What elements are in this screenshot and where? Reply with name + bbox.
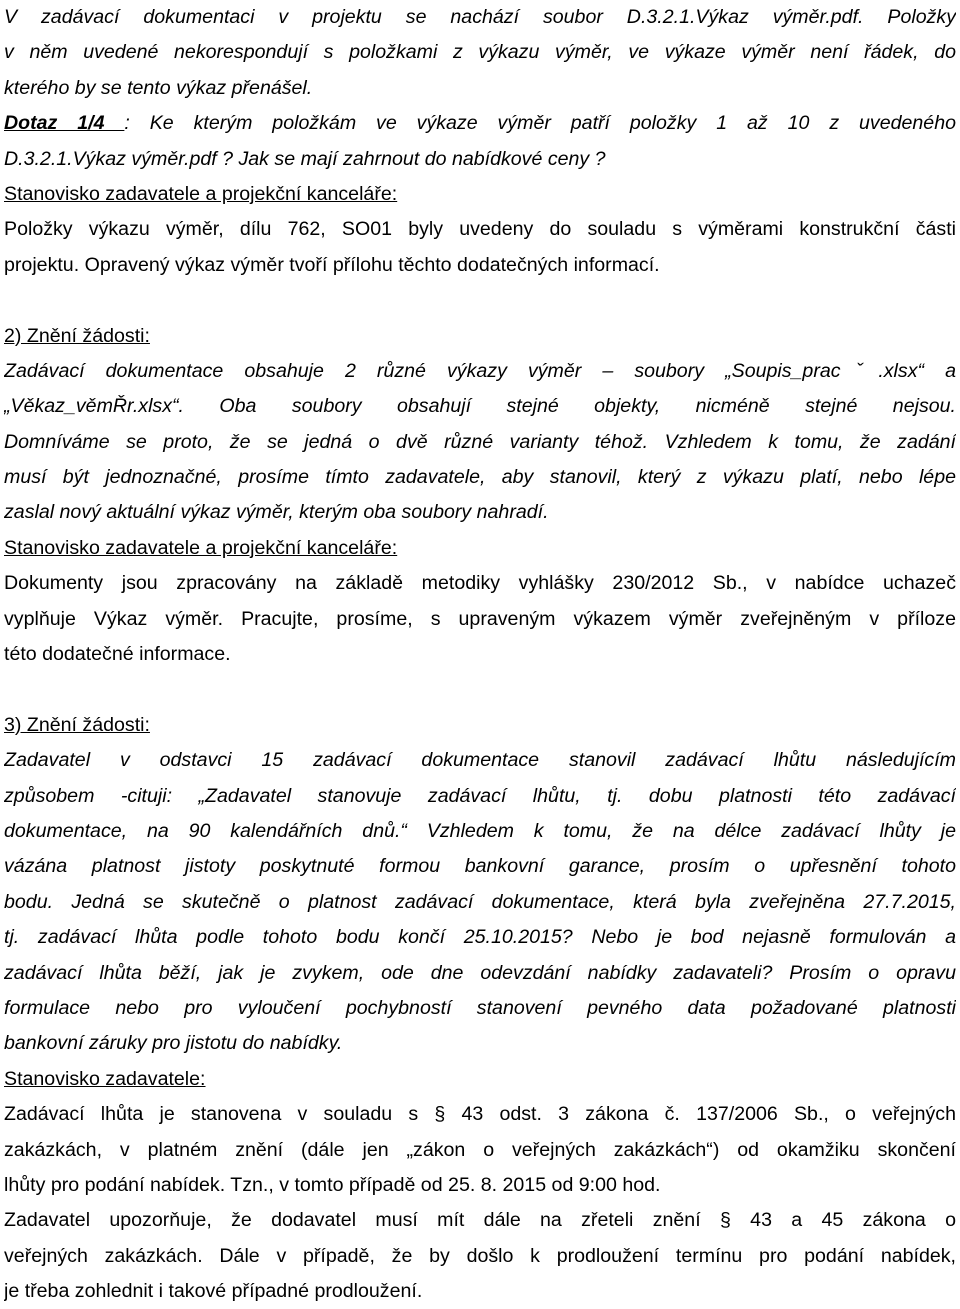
text-line: bankovní záruky pro jistotu do nabídky. bbox=[4, 1032, 343, 1055]
text-line: tj. zadávací lhůta podle tohoto bodu končí 25.10.2015? Nebo je bod nejasně formulován a bbox=[4, 926, 956, 949]
text-line: Položky výkazu výměr, dílu 762, SO01 byly uvedeny do souladu s výměrami konstrukční části bbox=[4, 218, 956, 241]
text-line: D.3.2.1.Výkaz výměr.pdf ? Jak se mají zahrnout do nabídkové ceny ? bbox=[4, 147, 606, 170]
text-line: zadávací lhůta běží, jak je zvykem, ode dne odevzdání nabídky zadavateli? Prosím o opravu bbox=[4, 961, 956, 984]
section-heading: Stanovisko zadavatele a projekční kanceláře: bbox=[4, 536, 398, 559]
text-line: bodu. Jedná se skutečně o platnost zadávací dokumentace, která byla zveřejněna 27.7.2015, bbox=[4, 890, 956, 913]
text-line: dokumentace, na 90 kalendářních dnů.“ Vzhledem k tomu, že na délce zadávací lhůty je bbox=[4, 819, 956, 842]
text-line: kterého by se tento výkaz přenášel. bbox=[4, 76, 313, 99]
text-line: zakázkách, v platném znění (dále jen „zákon o veřejných zakázkách“) od okamžiku skončení bbox=[4, 1138, 956, 1161]
text-line: způsobem -cituji: „Zadavatel stanovuje zadávací lhůtu, tj. dobu platnosti této zadávací bbox=[4, 784, 956, 807]
text-line: je třeba zohlednit i takové případné prodloužení. bbox=[4, 1280, 423, 1303]
text-line: formulace nebo pro vyloučení pochybností stanovení pevného data požadované platnosti bbox=[4, 996, 956, 1019]
text-line: musí být jednoznačné, prosíme tímto zadavatele, aby stanovil, který z výkazu platí, nebo lépe bbox=[4, 466, 956, 489]
text-line: Dokumenty jsou zpracovány na základě metodiky vyhlášky 230/2012 Sb., v nabídce uchazeč bbox=[4, 572, 956, 595]
section-heading: 3) Znění žádosti: bbox=[4, 713, 150, 736]
text-line: Zadávací lhůta je stanovena v souladu s § 43 odst. 3 zákona č. 137/2006 Sb., o veřejných bbox=[4, 1103, 956, 1126]
query-text: : Ke kterým položkám ve výkaze výměr patří položky 1 až 10 z uvedeného bbox=[124, 112, 956, 135]
text-line: Zadávací dokumentace obsahuje 2 různé výkazy výměr – soubory „Soupis_pracˇ.xlsx“ a bbox=[4, 359, 956, 382]
text-line: zaslal nový aktuální výkaz výměr, kterým oba soubory nahradí. bbox=[4, 501, 549, 524]
text-line: V zadávací dokumentaci v projektu se nachází soubor D.3.2.1.Výkaz výměr.pdf. Položky bbox=[4, 6, 956, 28]
text-line: lhůty pro podání nabídek. Tzn., v tomto případě od 25. 8. 2015 od 9:00 hod. bbox=[4, 1173, 661, 1196]
text-line: v něm uvedené nekorespondují s položkami z výkazu výměr, ve výkaze výměr není řádek, do bbox=[4, 41, 956, 64]
text-line: vyplňuje Výkaz výměr. Pracujte, prosíme, s upraveným výkazem výměr zveřejněným v příloze bbox=[4, 607, 956, 630]
query-heading-line bbox=[4, 106, 956, 141]
text-line: „Věkaz_věmŘr.xlsx“. Oba soubory obsahují stejné objekty, nicméně stejné nejsou. bbox=[4, 395, 956, 418]
section-heading: Stanovisko zadavatele a projekční kanceláře: bbox=[4, 182, 398, 205]
text-line: vázána platnost jistoty poskytnuté formou bankovní garance, prosím o upřesnění tohoto bbox=[4, 855, 956, 878]
query-label: Dotaz 1/4 bbox=[4, 112, 125, 135]
text-line: Zadavatel v odstavci 15 zadávací dokumentace stanovil zadávací lhůtu následujícím bbox=[4, 749, 956, 772]
paragraph-gap bbox=[4, 672, 956, 707]
text-line: veřejných zakázkách. Dále v případě, že by došlo k prodloužení termínu pro podání nabídek, bbox=[4, 1244, 956, 1267]
text-line: této dodatečné informace. bbox=[4, 643, 231, 666]
text-line: Zadavatel upozorňuje, že dodavatel musí mít dále na zřeteli znění § 43 a 45 zákona o bbox=[4, 1209, 956, 1232]
text-line: Domníváme se proto, že se jedná o dvě různé varianty téhož. Vzhledem k tomu, že zadání bbox=[4, 430, 956, 453]
paragraph-gap bbox=[4, 283, 956, 318]
text-line: projektu. Opravený výkaz výměr tvoří přílohu těchto dodatečných informací. bbox=[4, 253, 660, 276]
section-heading: Stanovisko zadavatele: bbox=[4, 1067, 206, 1090]
section-heading: 2) Znění žádosti: bbox=[4, 324, 150, 347]
